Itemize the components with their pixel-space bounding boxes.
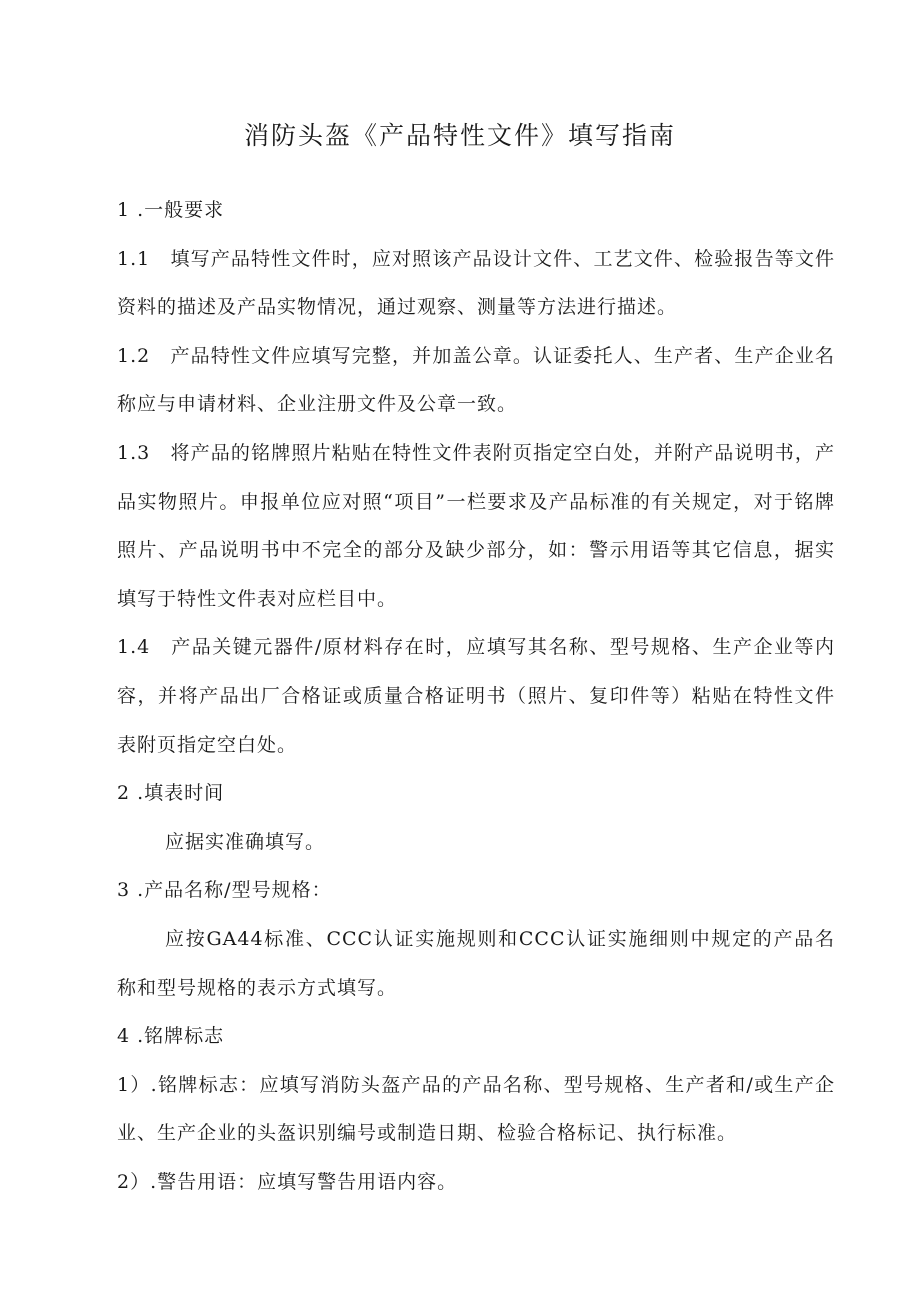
paragraph-4-1: 1）.铭牌标志：应填写消防头盔产品的产品名称、型号规格、生产者和/或生产企业、生产企业的头盔识别编号或制造日期、检验合格标记、执行标准。 bbox=[117, 1073, 835, 1145]
document-title: 消防头盔《产品特性文件》填写指南 bbox=[243, 121, 676, 150]
paragraph-1-2: 1.2 产品特性文件应填写完整，并加盖公章。认证委托人、生产者、生产企业名称应与申请材料、企业注册文件及公章一致。 bbox=[117, 344, 835, 416]
section-heading: 3 .产品名称/型号规格： bbox=[117, 879, 332, 902]
paragraph-3: 应按GA44标准、CCC认证实施规则和CCC认证实施细则中规定的产品名称和型号规格的表示方式填写。 bbox=[117, 927, 835, 999]
section-heading: 4 .铭牌标志 bbox=[117, 1025, 225, 1048]
paragraph-4-2: 2）.警告用语：应填写警告用语内容。 bbox=[117, 1170, 458, 1193]
paragraph-1-4: 1.4 产品关键元器件/原材料存在时，应填写其名称、型号规格、生产企业等内容，并将产品出厂合格证或质量合格证明书（照片、复印件等）粘贴在特性文件表附页指定空白处。 bbox=[117, 636, 835, 756]
paragraph-2: 应据实准确填写。 bbox=[165, 830, 326, 853]
section-heading: 2 .填表时间 bbox=[117, 782, 225, 805]
section-heading: 1 .一般要求 bbox=[117, 199, 225, 221]
paragraph-1-1: 1.1 填写产品特性文件时，应对照该产品设计文件、工艺文件、检验报告等文件资料的描述及产品实物情况，通过观察、测量等方法进行描述。 bbox=[117, 247, 835, 319]
document-body bbox=[117, 186, 835, 1206]
paragraph-1-3: 1.3 将产品的铭牌照片粘贴在特性文件表附页指定空白处，并附产品说明书，产品实物照片。申报单位应对照“项目”一栏要求及产品标准的有关规定，对于铭牌照片、产品说明书中不完全的部分及缺少部分，如：警示用语等其它信息，据实填写于特性文件表对应栏目中。 bbox=[117, 441, 835, 610]
